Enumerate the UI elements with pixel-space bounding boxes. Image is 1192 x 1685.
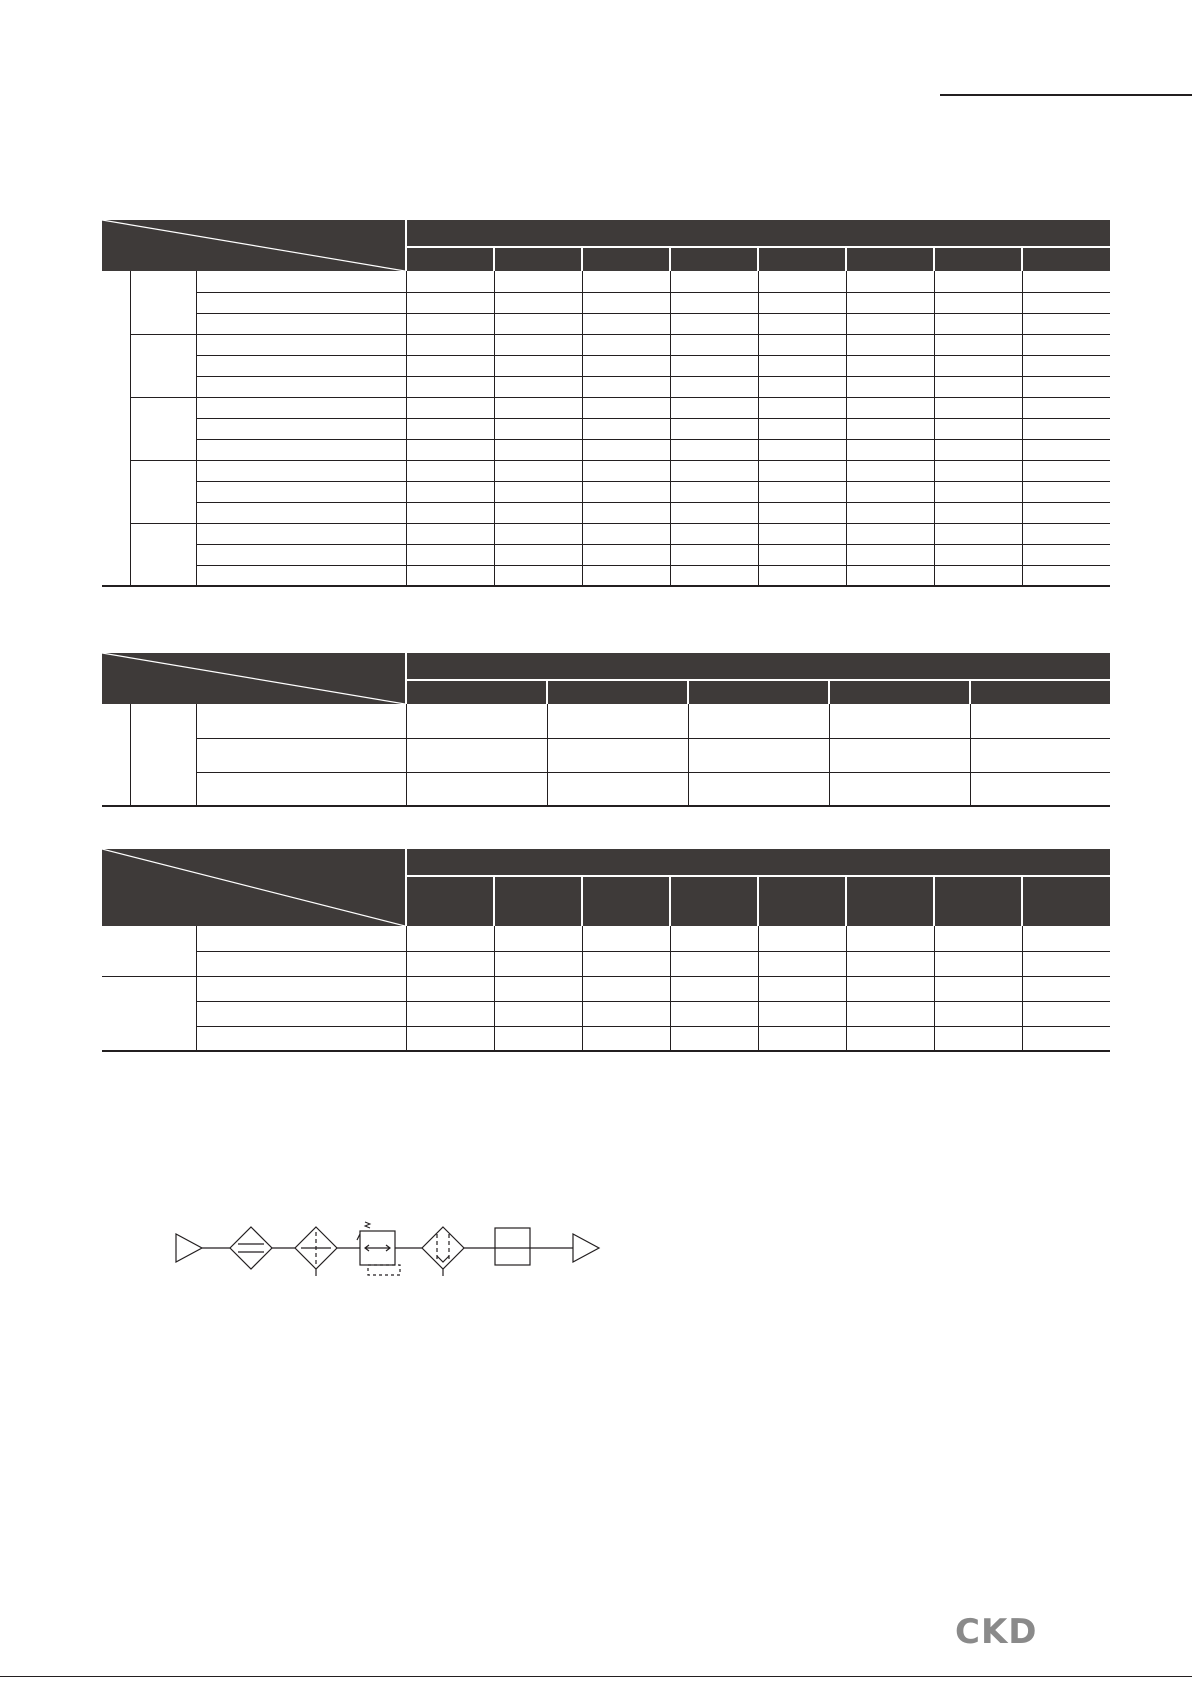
group-cell [130, 334, 196, 397]
table-cell [582, 376, 670, 397]
row-label [196, 704, 406, 738]
table-cell [934, 313, 1022, 334]
table-cell [829, 738, 970, 772]
column-header [547, 680, 688, 704]
table-cell [758, 292, 846, 313]
row-label [196, 926, 406, 951]
table-cell [582, 292, 670, 313]
table-cell [494, 502, 582, 523]
table-row [102, 1026, 1110, 1051]
table-cell [758, 926, 846, 951]
table-cell [670, 292, 758, 313]
table-cell [846, 334, 934, 355]
table-cell [547, 704, 688, 738]
table-cell [934, 976, 1022, 1001]
table-row [102, 334, 1110, 355]
table-row [102, 313, 1110, 334]
column-group-header [406, 220, 1110, 247]
table-cell [406, 544, 494, 565]
table-cell [406, 738, 547, 772]
table-cell [758, 565, 846, 586]
table-cell [846, 1001, 934, 1026]
table-cell [494, 565, 582, 586]
table-cell [582, 502, 670, 523]
table-cell [670, 976, 758, 1001]
table-cell [406, 523, 494, 544]
column-header [1022, 876, 1110, 926]
table-cell [406, 704, 547, 738]
group-cell [102, 704, 130, 806]
table-cell [582, 976, 670, 1001]
row-label [196, 772, 406, 806]
table-row [102, 439, 1110, 460]
table-cell [758, 1001, 846, 1026]
group-cell [130, 397, 196, 460]
group-cell [130, 460, 196, 523]
column-header [829, 680, 970, 704]
table-cell [846, 460, 934, 481]
table-cell [829, 704, 970, 738]
table-cell [670, 1001, 758, 1026]
footer-rule [0, 1676, 1192, 1677]
table-cell [934, 355, 1022, 376]
table-cell [1022, 565, 1110, 586]
table-cell [494, 976, 582, 1001]
table-cell [406, 355, 494, 376]
table-cell [846, 271, 934, 292]
row-label [196, 313, 406, 334]
row-label [196, 460, 406, 481]
table-cell [846, 1026, 934, 1051]
row-label [196, 292, 406, 313]
table-cell [688, 704, 829, 738]
table-cell [547, 772, 688, 806]
table-row [102, 1001, 1110, 1026]
column-header [846, 876, 934, 926]
table-row [102, 502, 1110, 523]
row-label [196, 544, 406, 565]
group-cell [130, 523, 196, 586]
table-cell [582, 313, 670, 334]
row-label [196, 523, 406, 544]
table-cell [1022, 481, 1110, 502]
table-cell [934, 397, 1022, 418]
table-cell [758, 397, 846, 418]
table-cell [494, 951, 582, 976]
table-cell [670, 313, 758, 334]
table-cell [582, 460, 670, 481]
table-cell [670, 334, 758, 355]
table-cell [846, 439, 934, 460]
table-cell [494, 460, 582, 481]
table-row [102, 951, 1110, 976]
column-header [934, 247, 1022, 271]
table-cell [934, 376, 1022, 397]
table-cell [1022, 951, 1110, 976]
table-cell [934, 439, 1022, 460]
column-header [582, 876, 670, 926]
table-cell [670, 439, 758, 460]
table-cell [582, 926, 670, 951]
table-cell [846, 313, 934, 334]
table-cell [670, 397, 758, 418]
row-label [196, 334, 406, 355]
row-label [196, 976, 406, 1001]
table-cell [406, 1001, 494, 1026]
table-cell [670, 951, 758, 976]
table-cell [934, 481, 1022, 502]
table-cell [846, 502, 934, 523]
table-cell [846, 397, 934, 418]
table-cell [934, 926, 1022, 951]
row-label [196, 355, 406, 376]
table-cell [758, 951, 846, 976]
column-header [494, 876, 582, 926]
table-cell [829, 772, 970, 806]
table-cell [1022, 376, 1110, 397]
table-cell [670, 376, 758, 397]
table-cell [582, 951, 670, 976]
table-cell [406, 951, 494, 976]
table-cell [406, 397, 494, 418]
table-cell [582, 565, 670, 586]
table-cell [494, 355, 582, 376]
table-cell [582, 481, 670, 502]
spec-table-1 [102, 220, 1110, 587]
row-label [196, 1026, 406, 1051]
table-cell [1022, 397, 1110, 418]
table-cell [846, 976, 934, 1001]
column-header [758, 876, 846, 926]
table-cell [582, 334, 670, 355]
table-cell [846, 926, 934, 951]
table-cell [670, 544, 758, 565]
column-header [970, 680, 1110, 704]
corner-header [102, 653, 406, 704]
table-cell [934, 418, 1022, 439]
group-cell [102, 271, 130, 586]
row-label [196, 565, 406, 586]
table-cell [406, 460, 494, 481]
table-cell [494, 439, 582, 460]
table-row [102, 397, 1110, 418]
table-cell [758, 271, 846, 292]
table-cell [758, 439, 846, 460]
table-cell [582, 355, 670, 376]
column-header [406, 680, 547, 704]
table-cell [1022, 1001, 1110, 1026]
spec-table-3 [102, 849, 1110, 1052]
table-cell [1022, 544, 1110, 565]
corner-header [102, 220, 406, 271]
column-header [758, 247, 846, 271]
table-cell [1022, 523, 1110, 544]
table-cell [1022, 502, 1110, 523]
column-header [846, 247, 934, 271]
spec-table-2 [102, 653, 1110, 807]
table-cell [406, 418, 494, 439]
table-cell [670, 481, 758, 502]
table-cell [494, 523, 582, 544]
pneumatic-circuit-symbol [160, 1210, 610, 1280]
corner-header [102, 849, 406, 926]
table-cell [670, 502, 758, 523]
table-cell [1022, 334, 1110, 355]
table-cell [970, 772, 1110, 806]
table-row [102, 376, 1110, 397]
table-cell [406, 926, 494, 951]
table-cell [406, 313, 494, 334]
table-cell [846, 418, 934, 439]
table-cell [670, 271, 758, 292]
table-cell [758, 376, 846, 397]
table-cell [670, 565, 758, 586]
table-cell [406, 565, 494, 586]
table-cell [670, 418, 758, 439]
table-cell [846, 376, 934, 397]
column-header [934, 876, 1022, 926]
table-cell [934, 951, 1022, 976]
table-cell [494, 1001, 582, 1026]
header-rule [940, 94, 1192, 96]
group-cell [102, 926, 196, 976]
table-cell [406, 271, 494, 292]
table-cell [846, 951, 934, 976]
inlet-triangle-icon [176, 1234, 202, 1262]
table-cell [494, 418, 582, 439]
table-cell [934, 523, 1022, 544]
table-cell [846, 544, 934, 565]
table-cell [494, 313, 582, 334]
table-cell [494, 292, 582, 313]
table-cell [934, 460, 1022, 481]
table-cell [494, 334, 582, 355]
table-cell [1022, 418, 1110, 439]
table-cell [758, 544, 846, 565]
table-cell [582, 1001, 670, 1026]
column-header [582, 247, 670, 271]
table-row [102, 976, 1110, 1001]
row-label [196, 951, 406, 976]
table-cell [758, 334, 846, 355]
table-cell [688, 738, 829, 772]
table-cell [582, 1026, 670, 1051]
table-cell [406, 976, 494, 1001]
row-label [196, 271, 406, 292]
table-cell [1022, 1026, 1110, 1051]
table-cell [406, 481, 494, 502]
table-cell [846, 523, 934, 544]
table-cell [670, 523, 758, 544]
table-cell [494, 397, 582, 418]
table-cell [758, 1026, 846, 1051]
table-cell [846, 481, 934, 502]
table-row [102, 481, 1110, 502]
column-header [406, 247, 494, 271]
table-cell [582, 523, 670, 544]
table-cell [934, 1026, 1022, 1051]
row-label [196, 738, 406, 772]
group-cell [102, 976, 196, 1051]
row-label [196, 397, 406, 418]
table-cell [934, 292, 1022, 313]
table-cell [582, 544, 670, 565]
row-label [196, 1001, 406, 1026]
table-cell [406, 1026, 494, 1051]
table-row [102, 523, 1110, 544]
column-header [1022, 247, 1110, 271]
table-cell [934, 502, 1022, 523]
table-cell [494, 926, 582, 951]
table-row [102, 565, 1110, 586]
table-cell [846, 565, 934, 586]
table-cell [670, 926, 758, 951]
table-cell [758, 976, 846, 1001]
table-cell [670, 1026, 758, 1051]
table-cell [1022, 313, 1110, 334]
column-group-header [406, 849, 1110, 876]
table-cell [582, 439, 670, 460]
table-cell [758, 355, 846, 376]
table-cell [494, 1026, 582, 1051]
table-cell [934, 271, 1022, 292]
column-header [406, 876, 494, 926]
table-cell [1022, 271, 1110, 292]
table-cell [846, 292, 934, 313]
row-label [196, 502, 406, 523]
table-cell [494, 481, 582, 502]
column-header [494, 247, 582, 271]
table-cell [494, 271, 582, 292]
table-cell [406, 334, 494, 355]
table-cell [406, 292, 494, 313]
row-label [196, 481, 406, 502]
table-cell [406, 439, 494, 460]
table-row [102, 544, 1110, 565]
table-cell [758, 502, 846, 523]
table-cell [934, 565, 1022, 586]
row-label [196, 418, 406, 439]
table-cell [758, 460, 846, 481]
table-cell [494, 376, 582, 397]
table-row [102, 292, 1110, 313]
table-cell [934, 334, 1022, 355]
table-cell [582, 418, 670, 439]
table-cell [670, 355, 758, 376]
group-cell [130, 271, 196, 334]
table-cell [1022, 439, 1110, 460]
row-label [196, 376, 406, 397]
column-group-header [406, 653, 1110, 680]
table-cell [670, 460, 758, 481]
table-cell [406, 772, 547, 806]
table-cell [934, 1001, 1022, 1026]
table-cell [758, 313, 846, 334]
table-row [102, 418, 1110, 439]
table-cell [1022, 976, 1110, 1001]
row-label [196, 439, 406, 460]
brand-logo: CKD [955, 1612, 1038, 1652]
table-cell [1022, 460, 1110, 481]
table-cell [970, 704, 1110, 738]
table-cell [494, 544, 582, 565]
group-cell [130, 704, 196, 806]
table-cell [846, 355, 934, 376]
table-cell [1022, 292, 1110, 313]
table-row [102, 355, 1110, 376]
table-row [102, 271, 1110, 292]
filter-icon [230, 1227, 272, 1269]
table-cell [547, 738, 688, 772]
table-cell [1022, 355, 1110, 376]
table-cell [970, 738, 1110, 772]
table-cell [406, 502, 494, 523]
table-cell [582, 271, 670, 292]
outlet-triangle-icon [573, 1234, 599, 1262]
column-header [688, 680, 829, 704]
table-cell [406, 376, 494, 397]
table-cell [934, 544, 1022, 565]
table-cell [1022, 926, 1110, 951]
box-element-icon [495, 1228, 530, 1265]
table-cell [758, 523, 846, 544]
table-cell [688, 772, 829, 806]
column-header [670, 876, 758, 926]
column-header [670, 247, 758, 271]
table-cell [758, 481, 846, 502]
table-cell [582, 397, 670, 418]
table-row [102, 460, 1110, 481]
table-row [102, 926, 1110, 951]
table-cell [758, 418, 846, 439]
